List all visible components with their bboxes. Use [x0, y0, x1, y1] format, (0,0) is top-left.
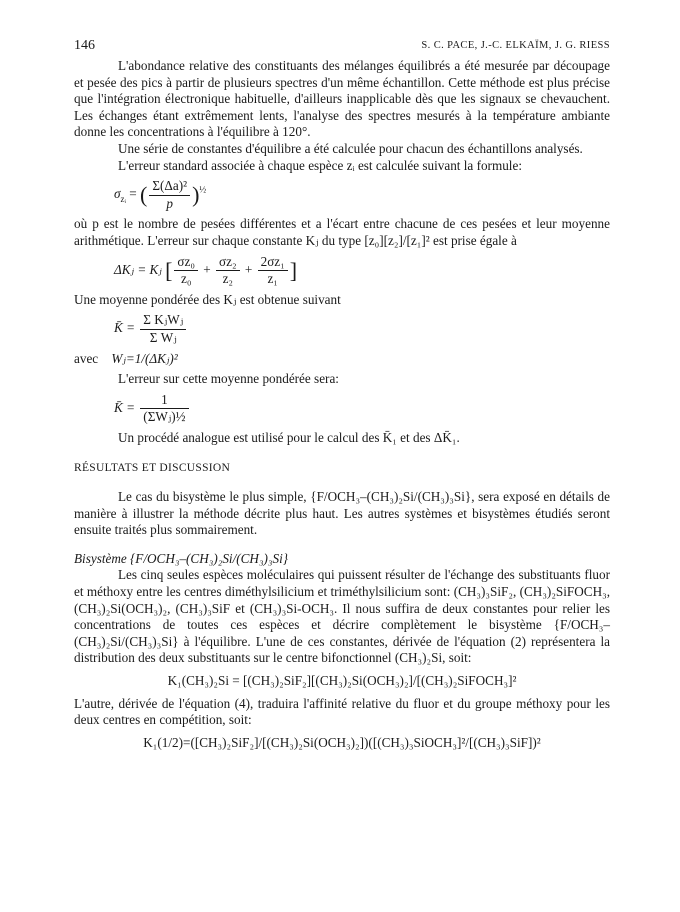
running-authors: S. C. PACE, J.-C. ELKAÏM, J. G. RIESS: [421, 40, 610, 51]
dk-term-1-den: z₀: [180, 271, 192, 287]
sigma-exponent: ½: [199, 184, 207, 195]
kerr-denominator: (ΣWⱼ)½: [143, 409, 186, 425]
kerr-numerator: 1: [140, 392, 188, 410]
dk-term-3: [258, 254, 288, 288]
paren-left: (: [140, 181, 148, 207]
equation-delta-k: [114, 254, 610, 288]
paragraph-weighted-mean: Une moyenne pondérée des Kⱼ est obtenue suivant: [74, 291, 341, 307]
dk-term-2-den: z₂: [222, 271, 234, 287]
sigma-denominator: p: [166, 195, 174, 211]
dk-term-1: [174, 254, 198, 288]
dk-term-3-den: z₁: [267, 271, 278, 287]
paragraph-error-weighted: L'erreur sur cette moyenne pondérée sera:: [118, 371, 339, 387]
sigma-symbol: σ: [114, 186, 121, 202]
bracket-right: ]: [289, 257, 298, 283]
weight-definition: Wⱼ=1/(ΔKⱼ)²: [111, 350, 178, 366]
paragraph-species: Les cinq seules espèces moléculaires qui puissent résulter de l'échange des substituants fluor et méthoxy entre les centres diméthylsilicium et triméthylsilicium sont: (CH₃)₃SiF₂, (CH₃)₂SiFOCH₃, (CH₃)₂Si(OCH₃)₂, (CH₃)₃SiF et (CH₃)₃Si-OCH₃. Il nous suffira de deux constantes pour relier les concentrations de toutes ces espèces et décrire complètement le bisystème {F/OCH₃–(CH₃)₂Si/(CH₃)₃Si} à l'équilibre. L'une de ces constantes, dérivée de l'équation (2) représentera la distribution des deux substituants sur le centre bifonctionnel (CH₃)₂Si, soit:: [74, 567, 610, 666]
kbar-fraction: [140, 312, 186, 346]
equation-k1-dimethyl: K₁(CH₃)₂Si = [(CH₃)₂SiF₂][(CH₃)₂Si(OCH₃)₂]/[(CH₃)₂SiFOCH₃]²: [167, 673, 517, 688]
dk-term-2-num: σz₂: [216, 254, 240, 272]
paragraph-abundance: L'abondance relative des constituants des mélanges équilibrés a été mesurée par découpage et pesée des pics à partir de plusieurs spectres d'un même échantillon. Cette méthode est plus précise que l'intégration électronique habituelle, d'ailleurs inapplicable dès que les signaux se chevauchent. Les échanges étant extrêmement lents, l'analyse des spectres mesurés à la température ambiante donne les concentrations à l'équilibre à 120°.: [74, 58, 610, 140]
kbar-denominator: Σ Wⱼ: [149, 329, 177, 345]
equation-kbar-error: [114, 392, 610, 426]
paragraph-other-constant: L'autre, dérivée de l'équation (4), traduira l'affinité relative du fluor et du groupe méthoxy pour les deux centres en compétition, soit:: [74, 695, 610, 728]
paragraph-standard-error: L'erreur standard associée à chaque espèce zᵢ est calculée suivant la formule:: [118, 157, 522, 173]
paper-page: [74, 38, 610, 755]
dk-term-2: [216, 254, 240, 288]
kbar-numerator: Σ KⱼWⱼ: [140, 312, 186, 330]
plus-sign: +: [203, 261, 211, 277]
paragraph-definitions: où p est le nombre de pesées différentes et a l'écart entre chacune de ces pesées et leur moyenne arithmétique. L'erreur sur chaque constante Kⱼ du type [z₀][z₂]/[z₁]² est prise égale à: [74, 216, 610, 248]
sigma-fraction: [149, 178, 190, 212]
section-title: RÉSULTATS ET DISCUSSION: [74, 462, 231, 475]
sigma-subscript: zᵢ: [120, 193, 126, 204]
equation-sigma: [114, 178, 610, 212]
paragraph-bisystem-intro: Le cas du bisystème le plus simple, {F/OCH₃–(CH₃)₂Si/(CH₃)₃Si}, sera exposé en détails de manière à illustrer la méthode décrite plus haut. Les autres systèmes et bisystèmes étudiés seront ensuite traités plus sommairement.: [74, 489, 610, 538]
bracket-left: [: [165, 257, 173, 283]
subheading-bisystem: Bisystème {F/OCH₃–(CH₃)₂Si/(CH₃)₃Si}: [74, 550, 289, 566]
running-header: [74, 38, 610, 58]
dk-term-1-num: σz₀: [174, 254, 198, 272]
paren-right: ): [192, 181, 200, 207]
plus-sign: +: [244, 261, 253, 277]
kerr-fraction: [140, 392, 188, 426]
dk-term-3-num: 2σz₁: [258, 254, 288, 272]
delta-k-lhs: ΔKⱼ = Kⱼ: [114, 261, 162, 277]
page-number: 146: [74, 38, 95, 53]
kbar-lhs: K̄ =: [114, 320, 135, 336]
paragraph-analogous: Un procédé analogue est utilisé pour le calcul des K̄₁ et des ΔK̄₁.: [118, 429, 460, 445]
equation-kbar: [114, 312, 610, 346]
kerr-lhs: K̄ =: [114, 399, 135, 415]
paragraph-constants: Une série de constantes d'équilibre a été calculée pour chacun des échantillons analysés.: [118, 140, 583, 156]
equation-k1-half: K₁(1/2)=([CH₃)₂SiF₂]/[(CH₃)₂Si(OCH₃)₂])([(CH₃)₃SiOCH₃]²/[(CH₃)₃SiF])²: [143, 734, 541, 750]
equation-weight: [74, 351, 610, 368]
equals-sign: =: [129, 186, 137, 202]
sigma-numerator: Σ(Δa)²: [149, 178, 190, 196]
avec-label: avec: [74, 350, 99, 366]
